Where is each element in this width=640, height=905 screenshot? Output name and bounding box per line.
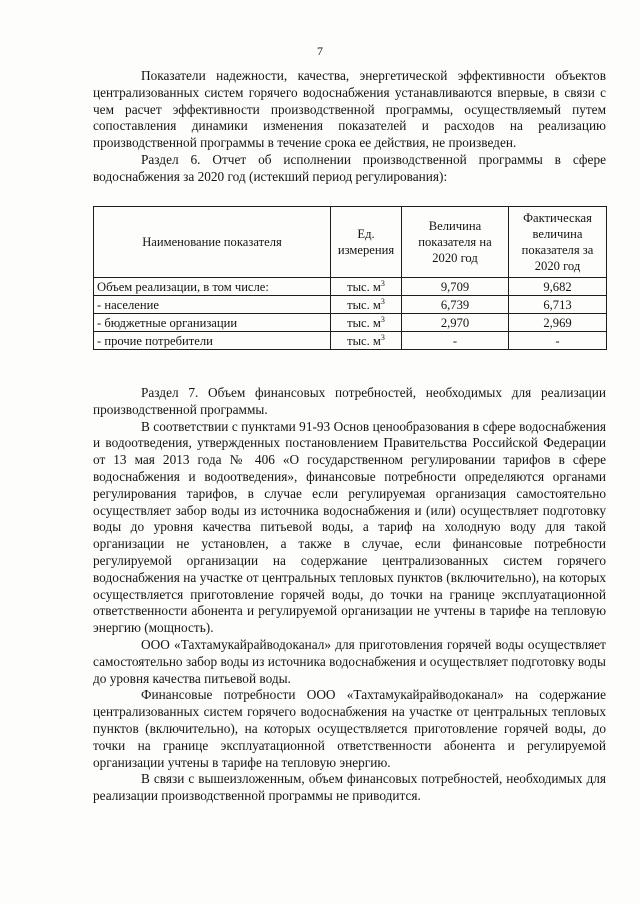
report-table bbox=[93, 206, 607, 350]
unit-power: 3 bbox=[380, 314, 385, 324]
table-row bbox=[94, 296, 607, 314]
row-unit bbox=[331, 278, 402, 296]
table-header-row bbox=[94, 207, 607, 278]
row-fact: 9,682 bbox=[509, 278, 607, 296]
row-unit bbox=[331, 296, 402, 314]
paragraph-section-7: Раздел 7. Объем финансовых потребностей, необходимых для реализации производственной программы. bbox=[93, 385, 606, 417]
unit-power: 3 bbox=[380, 278, 385, 288]
unit-base: тыс. м bbox=[347, 315, 381, 330]
row-plan: 2,970 bbox=[402, 314, 509, 332]
paragraph-organization: ООО «Тахтамукайрайводоканал» для приготовления горячей воды осуществляет самостоятельно забор воды из источника водоснабжения и осуществляет подготовку воды до уровня качества питьевой воды. bbox=[93, 636, 606, 686]
page-number: 7 bbox=[317, 44, 323, 58]
unit-base: тыс. м bbox=[347, 279, 381, 294]
paragraph-section-6: Раздел 6. Отчет об исполнении производственной программы в сфере водоснабжения за 2020 год (истекший период регулирования): bbox=[93, 151, 606, 184]
intro-text bbox=[93, 68, 606, 186]
header-indicator-name: Наименование показателя bbox=[94, 207, 331, 278]
row-fact: 6,713 bbox=[509, 296, 607, 314]
unit-base: тыс. м bbox=[347, 333, 381, 348]
unit-power: 3 bbox=[380, 296, 385, 306]
header-unit: Ед. измерения bbox=[331, 207, 402, 278]
row-name: - бюджетные организации bbox=[94, 314, 331, 332]
row-name: - прочие потребители bbox=[94, 332, 331, 350]
paragraph-financial-needs: Финансовые потребности ООО «Тахтамукайрайводоканал» на содержание централизованных систем горячего водоснабжения на участке от центральных тепловых пунктов (включительно), на которых осуществляется приготовление горячей воды, до точки на границе эксплуатационной ответственности абонента и регулируемой организации учтены в тарифе на тепловую энергию. bbox=[93, 687, 606, 770]
row-unit bbox=[331, 332, 402, 350]
row-name: Объем реализации, в том числе: bbox=[94, 278, 331, 296]
row-fact: 2,969 bbox=[509, 314, 607, 332]
paragraph-legal-basis: В соответствии с пунктами 91-93 Основ ценообразования в сфере водоснабжения и водоотведения, утвержденных постановлением Правительства Российской Федерации от 13 мая 2013 года № 406 «О государственном регулировании тарифов в сфере водоснабжения и водоотведения», финансовые потребности определяются органами регулирования тарифов, в случае если регулируемая организация самостоятельно осуществляет забор воды из источника водоснабжения и (или) осуществляет подготовку воды до уровня качества питьевой воды, а тариф на холодную воду для такой организации не установлен, а также в случае, если финансовые потребности регулируемой организации на содержание централизованных систем горячего водоснабжения на участке от центральных тепловых пунктов (включительно), на которых осуществляется приготовление горячей воды, до точки на границе эксплуатационной ответственности абонента и регулируемой организации не учтены в тарифе на тепловую энергию (мощность). bbox=[93, 418, 606, 636]
row-fact: - bbox=[509, 332, 607, 350]
header-plan-value: Величина показателя на 2020 год bbox=[402, 207, 509, 278]
unit-power: 3 bbox=[380, 332, 385, 342]
row-name: - население bbox=[94, 296, 331, 314]
table-row bbox=[94, 332, 607, 350]
unit-base: тыс. м bbox=[347, 297, 381, 312]
paragraph-conclusion: В связи с вышеизложенным, объем финансовых потребностей, необходимых для реализации производственной программы не приводится. bbox=[93, 771, 606, 804]
row-plan: - bbox=[402, 332, 509, 350]
row-plan: 9,709 bbox=[402, 278, 509, 296]
table-row bbox=[94, 278, 607, 296]
paragraph-efficiency: Показатели надежности, качества, энергетической эффективности объектов централизованных систем горячего водоснабжения устанавливаются впервые, в связи с чем расчет эффективности производственной программы, осуществляемый путем сопоставления динамики изменения показателей и расходов на реализацию производственной программы в течение срока ее действия, не произведен. bbox=[93, 68, 606, 151]
header-fact-value: Фактическая величина показателя за 2020 год bbox=[509, 207, 607, 278]
row-plan: 6,739 bbox=[402, 296, 509, 314]
body-text bbox=[93, 385, 606, 805]
row-unit bbox=[331, 314, 402, 332]
table-row bbox=[94, 314, 607, 332]
